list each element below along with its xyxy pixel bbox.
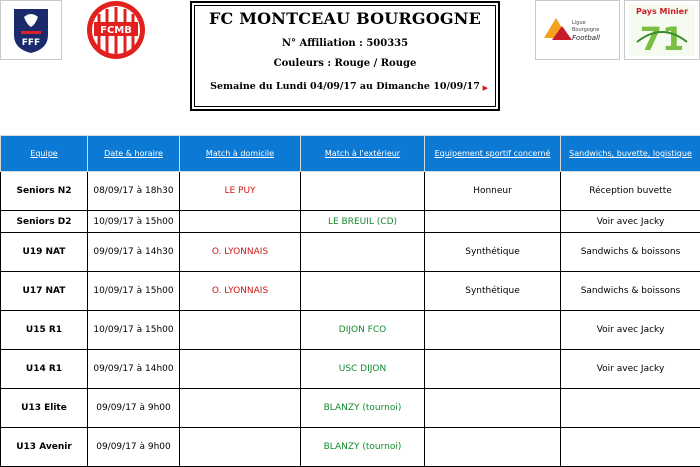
- date-cell: 10/09/17 à 15h00: [88, 272, 180, 311]
- table-row: [1, 233, 700, 272]
- affiliation-number: N° Affiliation : 500335: [192, 38, 498, 49]
- equipment-cell: [425, 350, 561, 389]
- team-cell: Seniors N2: [1, 172, 88, 211]
- svg-text:Bourgogne: Bourgogne: [572, 27, 599, 33]
- away-match-cell: DIJON FCO: [301, 311, 425, 350]
- col-header-equipment: Equipement sportif concerné: [425, 136, 561, 172]
- equipment-cell: [425, 389, 561, 428]
- logistic-cell: [561, 389, 700, 428]
- svg-text:Football: Football: [572, 34, 600, 42]
- date-cell: 10/09/17 à 15h00: [88, 311, 180, 350]
- ligue-logo: [535, 0, 620, 60]
- away-match-cell: USC DIJON: [301, 350, 425, 389]
- club-name: FC MONTCEAU BOURGOGNE: [192, 9, 498, 28]
- col-header-date: Date & horaire: [88, 136, 180, 172]
- home-match-cell: [180, 389, 301, 428]
- pays-minier-logo: [624, 0, 700, 60]
- table-row: [1, 311, 700, 350]
- date-cell: 09/09/17 à 9h00: [88, 428, 180, 467]
- table-header-row: [1, 136, 700, 172]
- pays-minier-icon: [627, 2, 697, 58]
- away-match-cell: LE BREUIL (CD): [301, 211, 425, 233]
- team-cell: Seniors D2: [1, 211, 88, 233]
- equipment-cell: Synthétique: [425, 272, 561, 311]
- date-cell: 09/09/17 à 14h00: [88, 350, 180, 389]
- away-match-cell: [301, 272, 425, 311]
- home-match-cell: LE PUY: [180, 172, 301, 211]
- fff-logo-text: FFF: [22, 38, 40, 48]
- team-cell: U13 Avenir: [1, 428, 88, 467]
- team-cell: U19 NAT: [1, 233, 88, 272]
- home-match-cell: O. LYONNAIS: [180, 272, 301, 311]
- away-match-cell: [301, 233, 425, 272]
- match-schedule-table: [0, 135, 700, 467]
- team-cell: U14 R1: [1, 350, 88, 389]
- team-cell: U17 NAT: [1, 272, 88, 311]
- team-cell: U13 Elite: [1, 389, 88, 428]
- away-match-cell: [301, 172, 425, 211]
- logistic-cell: Voir avec Jacky: [561, 211, 700, 233]
- club-header: [190, 1, 500, 111]
- table-row: [1, 272, 700, 311]
- svg-text:Pays Minier: Pays Minier: [636, 7, 688, 16]
- away-match-cell: BLANZY (tournoi): [301, 389, 425, 428]
- table-row: [1, 211, 700, 233]
- logistic-cell: Voir avec Jacky: [561, 350, 700, 389]
- club-colors: Couleurs : Rouge / Rouge: [192, 58, 498, 69]
- equipment-cell: Synthétique: [425, 233, 561, 272]
- svg-text:71: 71: [640, 20, 685, 58]
- away-match-cell: BLANZY (tournoi): [301, 428, 425, 467]
- col-header-home: Match à domicile: [180, 136, 301, 172]
- fcmb-crest-icon: [85, 0, 147, 60]
- date-cell: 09/09/17 à 14h30: [88, 233, 180, 272]
- col-header-logistic: Sandwichs, buvette, logistique: [561, 136, 700, 172]
- logistic-cell: Réception buvette: [561, 172, 700, 211]
- col-header-away: Match à l'extérieur: [301, 136, 425, 172]
- date-cell: 09/09/17 à 9h00: [88, 389, 180, 428]
- fcmb-logo-text: FCMB: [100, 25, 132, 36]
- week-range: Semaine du Lundi 04/09/17 au Dimanche 10/09/17: [192, 81, 498, 92]
- fff-crest-icon: [10, 5, 52, 55]
- home-match-cell: [180, 211, 301, 233]
- table-row: [1, 350, 700, 389]
- col-header-equipe: Equipe: [1, 136, 88, 172]
- date-cell: 08/09/17 à 18h30: [88, 172, 180, 211]
- logistic-cell: Voir avec Jacky: [561, 311, 700, 350]
- equipment-cell: Honneur: [425, 172, 561, 211]
- svg-text:Ligue: Ligue: [572, 20, 586, 26]
- home-match-cell: [180, 350, 301, 389]
- ligue-football-icon: [538, 10, 618, 50]
- home-match-cell: [180, 311, 301, 350]
- home-match-cell: O. LYONNAIS: [180, 233, 301, 272]
- equipment-cell: [425, 311, 561, 350]
- date-cell: 10/09/17 à 15h00: [88, 211, 180, 233]
- logistic-cell: Sandwichs & boissons: [561, 233, 700, 272]
- equipment-cell: [425, 211, 561, 233]
- play-arrow-icon: ▶: [483, 84, 488, 92]
- fcmb-logo: [84, 0, 148, 60]
- logistic-cell: Sandwichs & boissons: [561, 272, 700, 311]
- fff-logo: [0, 0, 62, 60]
- table-row: [1, 389, 700, 428]
- table-row: [1, 172, 700, 211]
- team-cell: U15 R1: [1, 311, 88, 350]
